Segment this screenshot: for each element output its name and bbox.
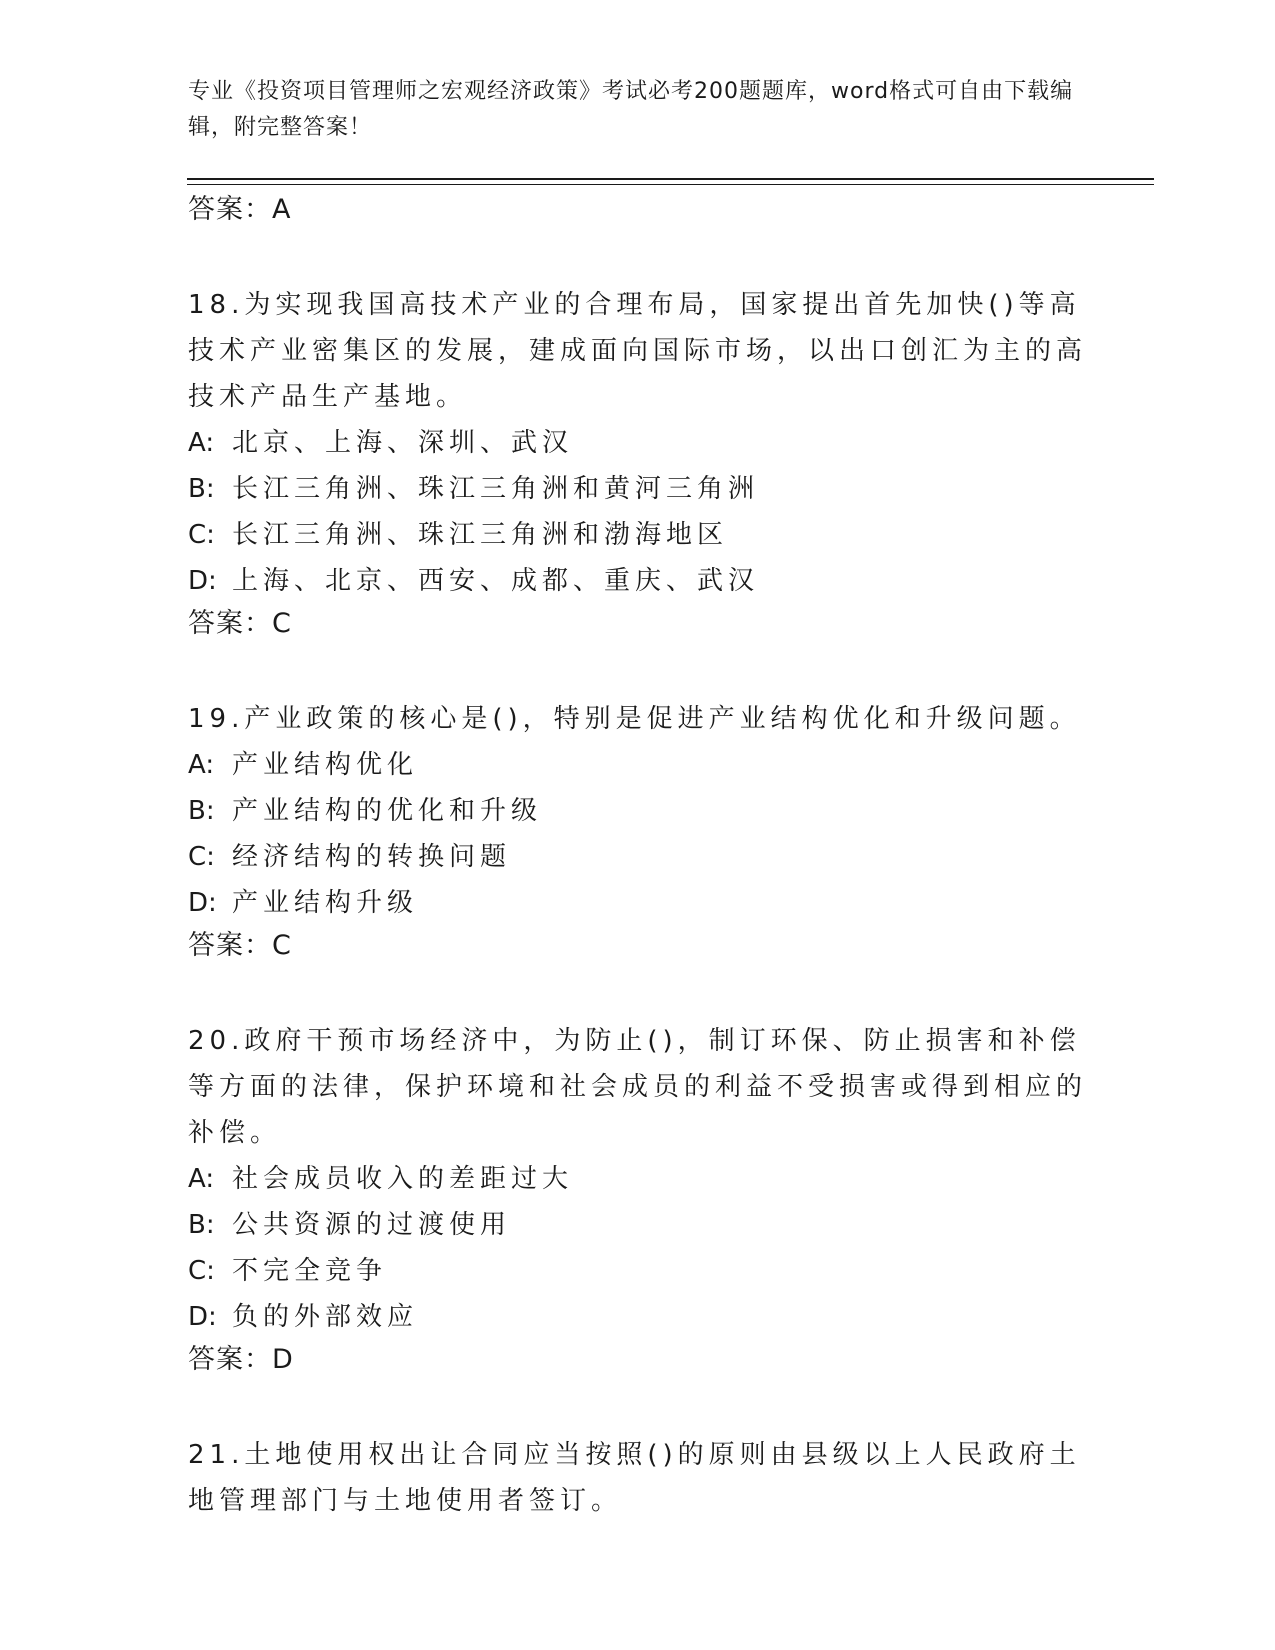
option-d [188, 1294, 1088, 1340]
option-text: 社会成员收入的差距过大 [232, 1164, 574, 1194]
question-stem: 19.产业政策的核心是()，特别是促进产业结构优化和升级问题。 [188, 704, 1081, 734]
option-text: 不完全竞争 [232, 1256, 388, 1286]
answer-line: 答案：A [188, 194, 292, 225]
option-key: B: [188, 1210, 215, 1240]
question-stem: 20.政府干预市场经济中，为防止()，制订环保、防止损害和补偿等方面的法律，保护环境和社会成员的利益不受损害或得到相应的补偿。 [188, 1026, 1088, 1148]
option-text: 负的外部效应 [232, 1302, 419, 1332]
option-key: B: [188, 474, 215, 504]
option-b [188, 466, 1088, 512]
option-key: A: [188, 750, 215, 780]
option-text: 上海、北京、西安、成都、重庆、武汉 [232, 566, 760, 596]
option-b [188, 788, 1088, 834]
option-d [188, 558, 1088, 604]
option-text: 产业结构升级 [232, 888, 419, 918]
question-19 [188, 696, 1088, 966]
option-key: C: [188, 520, 215, 550]
answer-line: 答案：D [188, 1344, 294, 1375]
option-a [188, 420, 1088, 466]
option-c [188, 1248, 1088, 1294]
page-header: 专业《投资项目管理师之宏观经济政策》考试必考200题题库，word格式可自由下载编辑，附完整答案！ [188, 79, 1074, 140]
header-rule-thick [187, 178, 1154, 180]
answer-line: 答案：C [188, 608, 292, 639]
header-rule-thin [187, 184, 1154, 185]
option-c [188, 512, 1088, 558]
option-key: A: [188, 1164, 215, 1194]
question-list [188, 190, 1088, 1524]
option-key: A: [188, 428, 215, 458]
answer-line: 答案：C [188, 930, 292, 961]
question-21 [188, 1432, 1088, 1524]
option-key: C: [188, 842, 215, 872]
question-stem: 18.为实现我国高技术产业的合理布局，国家提出首先加快()等高技术产业密集区的发展，建成面向国际市场，以出口创汇为主的高技术产品生产基地。 [188, 290, 1088, 412]
option-text: 长江三角洲、珠江三角洲和渤海地区 [232, 520, 729, 550]
option-key: D: [188, 566, 217, 596]
option-b [188, 1202, 1088, 1248]
option-c [188, 834, 1088, 880]
option-text: 北京、上海、深圳、武汉 [232, 428, 574, 458]
option-text: 长江三角洲、珠江三角洲和黄河三角洲 [232, 474, 760, 504]
question-18 [188, 282, 1088, 644]
option-key: D: [188, 888, 217, 918]
option-a [188, 1156, 1088, 1202]
option-key: C: [188, 1256, 215, 1286]
question-20 [188, 1018, 1088, 1380]
option-text: 产业结构的优化和升级 [232, 796, 543, 826]
option-key: B: [188, 796, 215, 826]
option-text: 产业结构优化 [232, 750, 419, 780]
option-key: D: [188, 1302, 217, 1332]
question-stem: 21.土地使用权出让合同应当按照()的原则由县级以上人民政府土地管理部门与土地使用者签订。 [188, 1440, 1081, 1516]
option-d [188, 880, 1088, 926]
option-text: 公共资源的过渡使用 [232, 1210, 512, 1240]
option-a [188, 742, 1088, 788]
option-text: 经济结构的转换问题 [232, 842, 512, 872]
